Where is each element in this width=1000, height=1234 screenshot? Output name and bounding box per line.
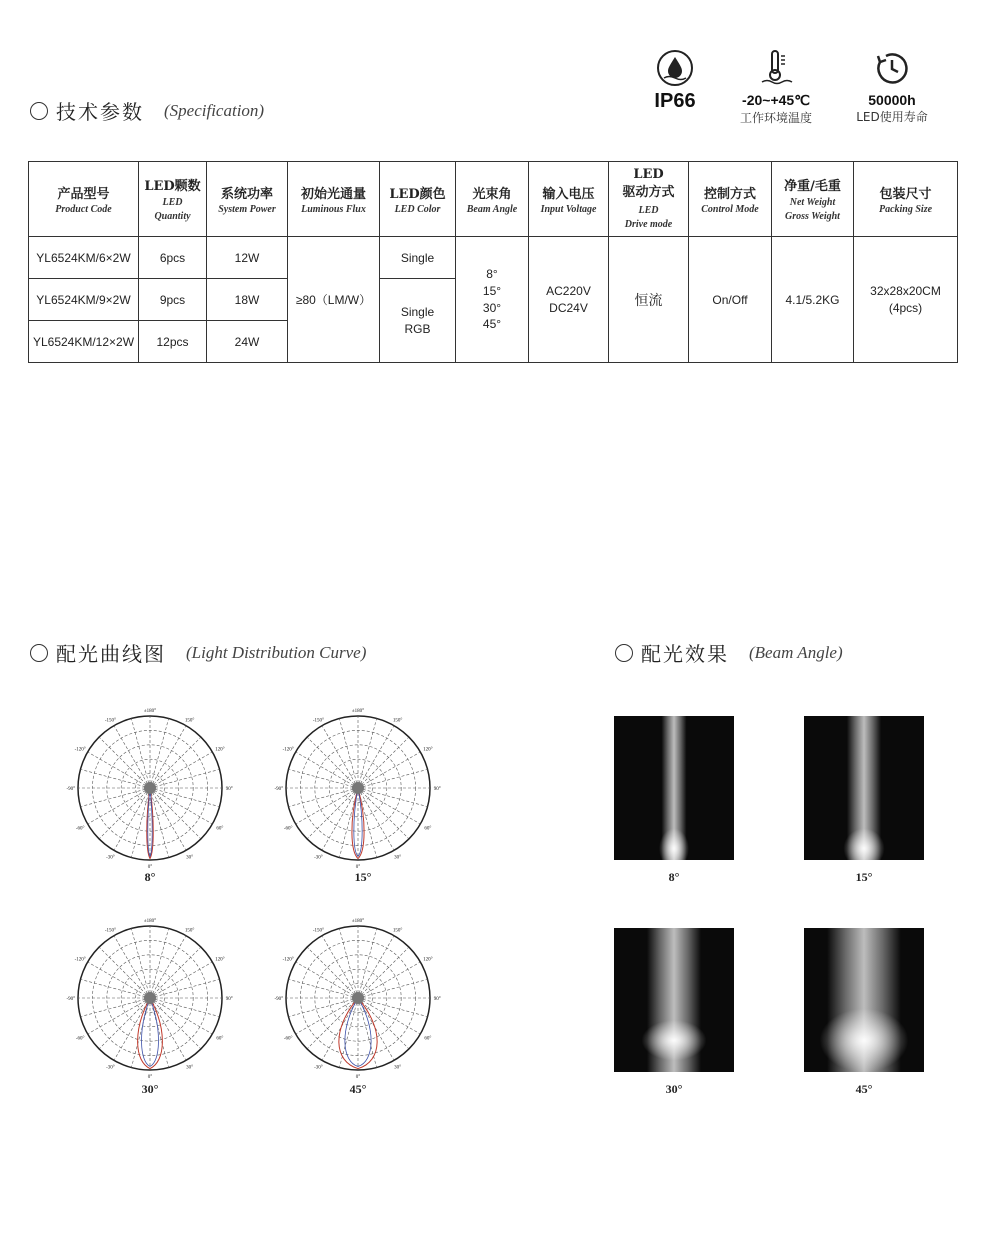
cell-power: 24W xyxy=(207,321,288,363)
polar-grid-spoke xyxy=(358,936,394,998)
polar-grid-spoke xyxy=(80,998,150,1017)
polar-grid-spoke xyxy=(99,788,150,839)
cell-voltage: AC220V DC24V xyxy=(529,237,609,363)
polar-grid-spoke xyxy=(150,998,201,1049)
beam-effect-8 xyxy=(614,716,734,860)
cell-drive: 恒流 xyxy=(609,237,689,363)
polar-tick-label: -150° xyxy=(104,928,116,934)
polar-tick-label: 90° xyxy=(225,787,233,792)
polar-tick-label: -90° xyxy=(274,787,284,792)
spec-header-row xyxy=(29,162,958,237)
polar-tick-label: -120° xyxy=(74,747,86,753)
polar-grid-spoke xyxy=(88,998,150,1034)
beam-label-8: 8° xyxy=(668,870,680,884)
polar-grid-spoke xyxy=(150,979,220,998)
polar-grid-spoke xyxy=(307,737,358,788)
header-product-code: 产品型号 Product Code xyxy=(29,162,139,237)
badge-ip66 xyxy=(640,48,710,113)
beam-effect-30 xyxy=(614,928,734,1072)
polar-grid-spoke xyxy=(131,998,150,1068)
polar-tick-label: -150° xyxy=(312,928,324,934)
polar-grid-spoke xyxy=(150,998,186,1060)
polar-grid-spoke xyxy=(150,752,212,788)
polar-tick-label: 0° xyxy=(147,1074,153,1080)
polar-grid-spoke xyxy=(150,788,186,850)
polar-grid-spoke xyxy=(150,788,220,807)
polar-grid-spoke xyxy=(339,718,358,788)
beam-label-15: 15° xyxy=(855,870,873,884)
cell-weight: 4.1/5.2KG xyxy=(772,237,854,363)
polar-tick-label: 0° xyxy=(147,864,153,870)
cell-quantity: 12pcs xyxy=(139,321,207,363)
polar-grid-spoke xyxy=(150,998,212,1034)
polar-tick-label: 150° xyxy=(184,718,195,724)
polar-tick-label: 30° xyxy=(186,1065,194,1071)
polar-grid-spoke xyxy=(114,726,150,788)
beam-section-title xyxy=(615,638,843,667)
badge-lifetime xyxy=(844,48,940,125)
polar-grid-spoke xyxy=(288,769,358,788)
header-led-color: LED颜色 LED Color xyxy=(380,162,456,237)
polar-tick-label: -60° xyxy=(283,826,293,832)
polar-tick-label: 120° xyxy=(423,957,433,963)
polar-label-45: 45° xyxy=(349,1082,367,1096)
polar-tick-label: -90° xyxy=(66,787,76,792)
polar-grid-spoke xyxy=(150,737,201,788)
polar-grid-spoke xyxy=(99,947,150,998)
beam-label-30: 30° xyxy=(665,1082,683,1096)
polar-grid-spoke xyxy=(358,718,377,788)
polar-label-30: 30° xyxy=(141,1082,159,1096)
polar-tick-label: 0° xyxy=(355,864,361,870)
cell-power: 12W xyxy=(207,237,288,279)
polar-tick-label: -120° xyxy=(74,957,86,963)
table-row xyxy=(29,237,958,279)
polar-grid-spoke xyxy=(99,737,150,788)
polar-grid-spoke xyxy=(358,962,420,998)
polar-tick-label: ±180° xyxy=(143,919,157,925)
header-system-power: 系统功率 System Power xyxy=(207,162,288,237)
polar-grid-spoke xyxy=(339,998,358,1068)
polar-tick-label: -120° xyxy=(282,957,294,963)
polar-grid-spoke xyxy=(150,726,186,788)
polar-grid-spoke xyxy=(131,718,150,788)
spec-section-title xyxy=(30,96,264,125)
polar-tick-label: 90° xyxy=(433,997,441,1002)
polar-tick-label: 150° xyxy=(184,928,195,934)
polar-tick-label: 60° xyxy=(424,1036,432,1042)
polar-grid-spoke xyxy=(358,769,428,788)
polar-tick-label: -120° xyxy=(282,747,294,753)
badge-temperature xyxy=(726,48,826,126)
polar-tick-label: -30° xyxy=(314,855,323,861)
cell-color-rgb: Single RGB xyxy=(380,279,456,363)
polar-grid-spoke xyxy=(358,788,420,824)
section-bullet-icon xyxy=(615,644,633,662)
polar-grid-spoke xyxy=(296,752,358,788)
polar-grid-spoke xyxy=(307,947,358,998)
polar-grid-spoke xyxy=(88,962,150,998)
polar-tick-label: 60° xyxy=(216,1036,224,1042)
polar-tick-label: 90° xyxy=(433,787,441,792)
polar-grid-spoke xyxy=(358,947,409,998)
polar-grid-spoke xyxy=(307,998,358,1049)
polar-grid-spoke xyxy=(322,726,358,788)
polar-grid-spoke xyxy=(114,998,150,1060)
polar-grid-spoke xyxy=(339,928,358,998)
spec-title-zh: 技术参数 xyxy=(56,100,144,124)
badge-temperature-value: -20~+45℃ xyxy=(742,92,810,108)
polar-grid-spoke xyxy=(358,788,428,807)
cell-flux: ≥80（LM/W） xyxy=(288,237,380,363)
polar-grid-spoke xyxy=(150,998,169,1068)
polar-grid-spoke xyxy=(288,788,358,807)
header-drive-mode: LED 驱动方式 LED Drive mode xyxy=(609,162,689,237)
polar-grid-spoke xyxy=(114,788,150,850)
polar-tick-label: 120° xyxy=(215,957,225,963)
polar-grid-spoke xyxy=(358,979,428,998)
polar-chart-30 xyxy=(60,910,240,1080)
cell-product-code: YL6524KM/9×2W xyxy=(29,279,139,321)
lifetime-clock-icon xyxy=(872,48,912,88)
polar-grid-spoke xyxy=(358,998,409,1049)
beam-label-45: 45° xyxy=(855,1082,873,1096)
polar-grid-spoke xyxy=(358,928,377,998)
polar-tick-label: 60° xyxy=(216,826,224,832)
header-weight: 净重/毛重 Net Weight Gross Weight xyxy=(772,162,854,237)
polar-label-8: 8° xyxy=(144,870,156,884)
spec-table xyxy=(28,161,958,363)
cell-quantity: 9pcs xyxy=(139,279,207,321)
thermometer-icon xyxy=(756,48,796,88)
cell-power: 18W xyxy=(207,279,288,321)
polar-chart-15 xyxy=(268,700,448,870)
polar-grid-spoke xyxy=(358,998,428,1017)
polar-grid-spoke xyxy=(296,962,358,998)
cell-color-single: Single xyxy=(380,237,456,279)
polar-grid-spoke xyxy=(150,769,220,788)
cell-control: On/Off xyxy=(689,237,772,363)
cell-quantity: 6pcs xyxy=(139,237,207,279)
polar-grid-spoke xyxy=(307,788,358,839)
polar-tick-label: 30° xyxy=(394,1065,402,1071)
section-bullet-icon xyxy=(30,644,48,662)
polar-grid-spoke xyxy=(358,726,394,788)
polar-tick-label: -60° xyxy=(283,1036,293,1042)
polar-grid-spoke xyxy=(150,788,201,839)
beam-title-en: (Beam Angle) xyxy=(749,642,843,662)
polar-tick-label: 150° xyxy=(392,718,403,724)
polar-grid-spoke xyxy=(150,936,186,998)
polar-tick-label: -60° xyxy=(75,826,85,832)
cell-product-code: YL6524KM/6×2W xyxy=(29,237,139,279)
waterproof-drop-icon xyxy=(655,48,695,88)
polar-tick-label: -90° xyxy=(66,997,76,1002)
header-luminous-flux: 初始光通量 Luminous Flux xyxy=(288,162,380,237)
polar-grid-spoke xyxy=(288,998,358,1017)
polar-center-hub xyxy=(144,992,156,1004)
polar-center-hub xyxy=(144,782,156,794)
polar-grid-spoke xyxy=(358,737,409,788)
feature-badges xyxy=(640,48,940,128)
polar-grid-spoke xyxy=(358,788,409,839)
polar-grid-spoke xyxy=(88,752,150,788)
polar-tick-label: -30° xyxy=(314,1065,323,1071)
polar-tick-label: -90° xyxy=(274,997,284,1002)
polar-grid-spoke xyxy=(150,962,212,998)
polar-grid-spoke xyxy=(80,788,150,807)
curve-section-title xyxy=(30,638,366,667)
header-packing-size: 包装尺寸 Packing Size xyxy=(854,162,958,237)
beam-effect-15 xyxy=(804,716,924,860)
polar-grid-spoke xyxy=(80,769,150,788)
cell-packing: 32x28x20CM (4pcs) xyxy=(854,237,958,363)
header-control-mode: 控制方式 Control Mode xyxy=(689,162,772,237)
polar-grid-spoke xyxy=(150,788,212,824)
polar-grid-spoke xyxy=(80,979,150,998)
polar-tick-label: 150° xyxy=(392,928,403,934)
polar-grid-spoke xyxy=(358,998,420,1034)
polar-grid-spoke xyxy=(114,936,150,998)
polar-tick-label: 30° xyxy=(394,855,402,861)
spec-title-en: (Specification) xyxy=(164,100,265,120)
polar-tick-label: -30° xyxy=(106,855,115,861)
polar-grid-spoke xyxy=(150,947,201,998)
polar-center-hub xyxy=(352,992,364,1004)
polar-tick-label: 120° xyxy=(215,747,225,753)
polar-label-15: 15° xyxy=(354,870,372,884)
polar-tick-label: ±180° xyxy=(351,919,365,925)
polar-grid-spoke xyxy=(322,936,358,998)
polar-tick-label: -150° xyxy=(104,718,116,724)
polar-grid-spoke xyxy=(296,788,358,824)
cell-beam-angles: 8° 15° 30° 45° xyxy=(456,237,529,363)
polar-grid-spoke xyxy=(358,752,420,788)
polar-grid-spoke xyxy=(131,928,150,998)
beam-effect-45 xyxy=(804,928,924,1072)
polar-tick-label: ±180° xyxy=(143,709,157,715)
curve-title-zh: 配光曲线图 xyxy=(56,642,166,666)
polar-chart-45 xyxy=(268,910,448,1080)
badge-ip66-value: IP66 xyxy=(654,90,696,112)
header-led-quantity: LED颗数 LED Quantity xyxy=(139,162,207,237)
polar-tick-label: 30° xyxy=(186,855,194,861)
section-bullet-icon xyxy=(30,102,48,120)
polar-grid-spoke xyxy=(88,788,150,824)
polar-tick-label: -30° xyxy=(106,1065,115,1071)
badge-lifetime-value: 50000h xyxy=(868,92,916,108)
polar-grid-spoke xyxy=(99,998,150,1049)
cell-product-code: YL6524KM/12×2W xyxy=(29,321,139,363)
header-beam-angle: 光束角 Beam Angle xyxy=(456,162,529,237)
polar-grid-spoke xyxy=(296,998,358,1034)
badge-lifetime-sub: LED使用寿命 xyxy=(856,110,928,124)
polar-grid-spoke xyxy=(288,979,358,998)
header-input-voltage: 输入电压 Input Voltage xyxy=(529,162,609,237)
polar-grid-spoke xyxy=(358,998,377,1068)
polar-tick-label: 90° xyxy=(225,997,233,1002)
badge-temperature-sub: 工作环境温度 xyxy=(739,111,812,125)
polar-tick-label: -150° xyxy=(312,718,324,724)
polar-grid-spoke xyxy=(150,718,169,788)
polar-tick-label: 0° xyxy=(355,1074,361,1080)
beam-title-zh: 配光效果 xyxy=(641,642,729,666)
polar-tick-label: ±180° xyxy=(351,709,365,715)
polar-tick-label: -60° xyxy=(75,1036,85,1042)
polar-grid-spoke xyxy=(150,998,220,1017)
curve-title-en: (Light Distribution Curve) xyxy=(186,642,367,662)
polar-chart-8 xyxy=(60,700,240,870)
polar-tick-label: 120° xyxy=(423,747,433,753)
polar-tick-label: 60° xyxy=(424,826,432,832)
polar-grid-spoke xyxy=(150,928,169,998)
polar-center-hub xyxy=(352,782,364,794)
